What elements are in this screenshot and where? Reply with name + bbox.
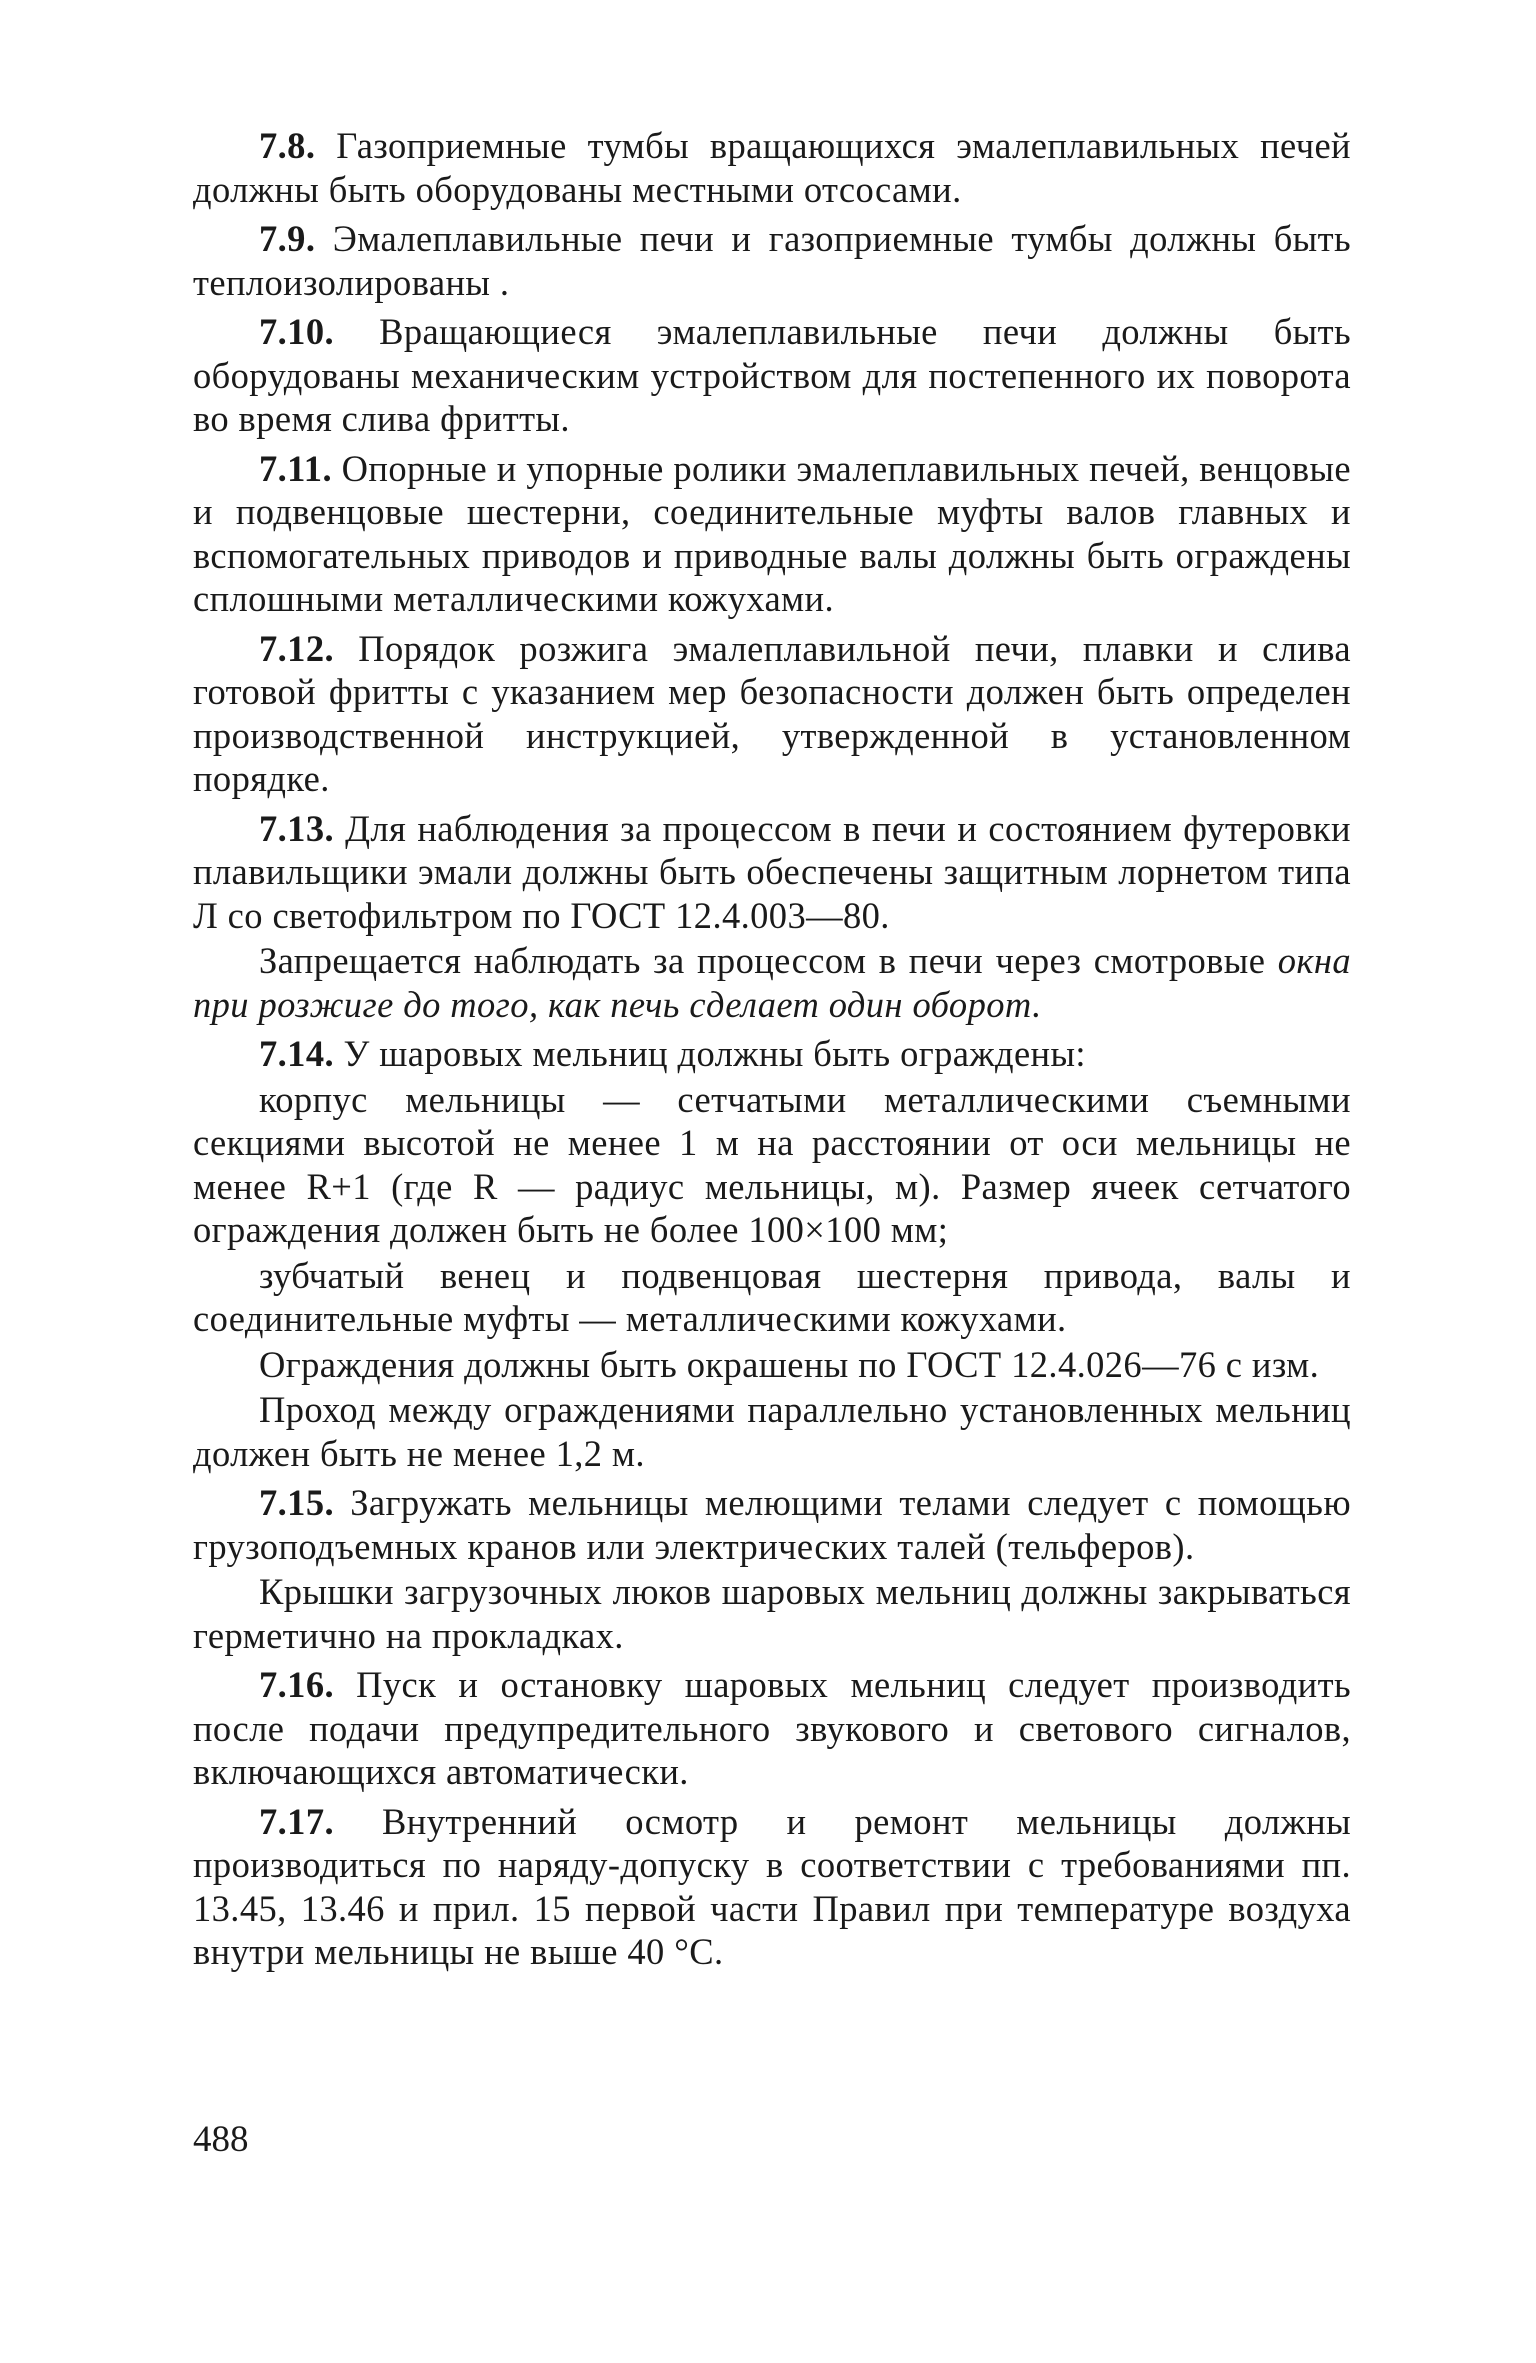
paragraph-7-13 xyxy=(193,807,1351,938)
paragraph-text: Для наблюдения за процессом в печи и состоянием футеровки плавильщики эмали должны быть обеспечены защитным лорнетом типа Л со светофильтром по ГОСТ 12.4.003—80. xyxy=(193,807,1351,936)
paragraph-7-16 xyxy=(193,1663,1351,1794)
paragraph-text: корпус мельницы — сетчатыми металлическими съемными секциями высотой не менее 1 м на расстоянии от оси мельницы не менее R+1 (где R — радиус мельницы, м). Размер ячеек сетчатого ограждения должен быть не более 100×100 мм; xyxy=(193,1078,1351,1250)
paragraph-7-14-housing xyxy=(193,1078,1351,1252)
paragraph-text: Проход между ограждениями параллельно установленных мельниц должен быть не менее 1,2 м. xyxy=(193,1389,1351,1474)
paragraph-7-15 xyxy=(193,1481,1351,1568)
paragraph-7-15-lids xyxy=(193,1570,1351,1657)
clause-number: 7.8. xyxy=(259,125,316,166)
clause-number: 7.16. xyxy=(259,1664,334,1705)
clause-number: 7.11. xyxy=(259,447,332,489)
paragraph-text: Ограждения должны быть окрашены по ГОСТ 12.4.026—76 с изм. xyxy=(259,1343,1320,1385)
paragraph-text: Вращающиеся эмалеплавильные печи должны быть оборудованы механическим устройством для постепенного их поворота во время слива фритты. xyxy=(193,311,1351,439)
paragraph-text: Запрещается наблюдать за процессом в печи через смотровые xyxy=(259,940,1278,981)
paragraph-7-11 xyxy=(193,447,1351,621)
page-body xyxy=(193,124,1351,1980)
clause-number: 7.13. xyxy=(259,807,334,849)
clause-number: 7.10. xyxy=(259,311,334,352)
paragraph-7-10 xyxy=(193,310,1351,441)
paragraph-7-14 xyxy=(193,1032,1351,1076)
paragraph-text: Загружать мельницы мелющими телами следует с помощью грузоподъемных кранов или электрических талей (тельферов). xyxy=(193,1482,1351,1567)
paragraph-text: Порядок розжига эмалеплавильной печи, плавки и слива готовой фритты с указанием мер безопасности должен быть определен производственной инструкцией, утвержденной в установленном порядке. xyxy=(193,627,1351,799)
paragraph-text: Крышки загрузочных люков шаровых мельниц должны закрываться герметично на прокладках. xyxy=(193,1571,1351,1656)
paragraph-7-14-gear xyxy=(193,1254,1351,1341)
paragraph-7-17 xyxy=(193,1800,1351,1974)
paragraph-text: Внутренний осмотр и ремонт мельницы должны производиться по наряду-допуску в соответствии с требованиями пп. 13.45, 13.46 и прил. 15 первой части Правил при температуре воздуха внутри мельницы не выше 40 °С. xyxy=(193,1800,1351,1972)
paragraph-text: У шаровых мельниц должны быть ограждены: xyxy=(334,1033,1086,1074)
paragraph-7-9 xyxy=(193,217,1351,304)
paragraph-7-8 xyxy=(193,124,1351,211)
paragraph-text: Опорные и упорные ролики эмалеплавильных печей, венцовые и подвенцовые шестерни, соединительные муфты валов главных и вспомогательных приводов и приводные валы должны быть ограждены сплошными металлическими кожухами. xyxy=(193,447,1351,619)
paragraph-text: Эмалеплавильные печи и газоприемные тумбы должны быть теплоизолированы . xyxy=(193,218,1351,303)
clause-number: 7.9. xyxy=(259,218,316,259)
clause-number: 7.15. xyxy=(259,1482,334,1523)
clause-number: 7.17. xyxy=(259,1800,334,1842)
page-number: 488 xyxy=(193,2119,249,2160)
paragraph-text: Газоприемные тумбы вращающихся эмалеплавильных печей должны быть оборудованы местными отсосами. xyxy=(193,125,1351,210)
paragraph-text: Пуск и остановку шаровых мельниц следует производить после подачи предупредительного звукового и светового сигналов, включающихся автоматически. xyxy=(193,1664,1351,1792)
paragraph-7-14-passage xyxy=(193,1388,1351,1475)
clause-number: 7.12. xyxy=(259,627,334,669)
paragraph-text-italic: окна при розжиге до того, как печь сделает один оборот. xyxy=(193,940,1351,1025)
paragraph-7-13-prohibition xyxy=(193,939,1351,1026)
paragraph-text: зубчатый венец и подвенцовая шестерня привода, валы и соединительные муфты — металлическими кожухами. xyxy=(193,1254,1351,1339)
paragraph-7-12 xyxy=(193,627,1351,801)
clause-number: 7.14. xyxy=(259,1033,334,1074)
paragraph-7-14-painting xyxy=(193,1343,1351,1387)
